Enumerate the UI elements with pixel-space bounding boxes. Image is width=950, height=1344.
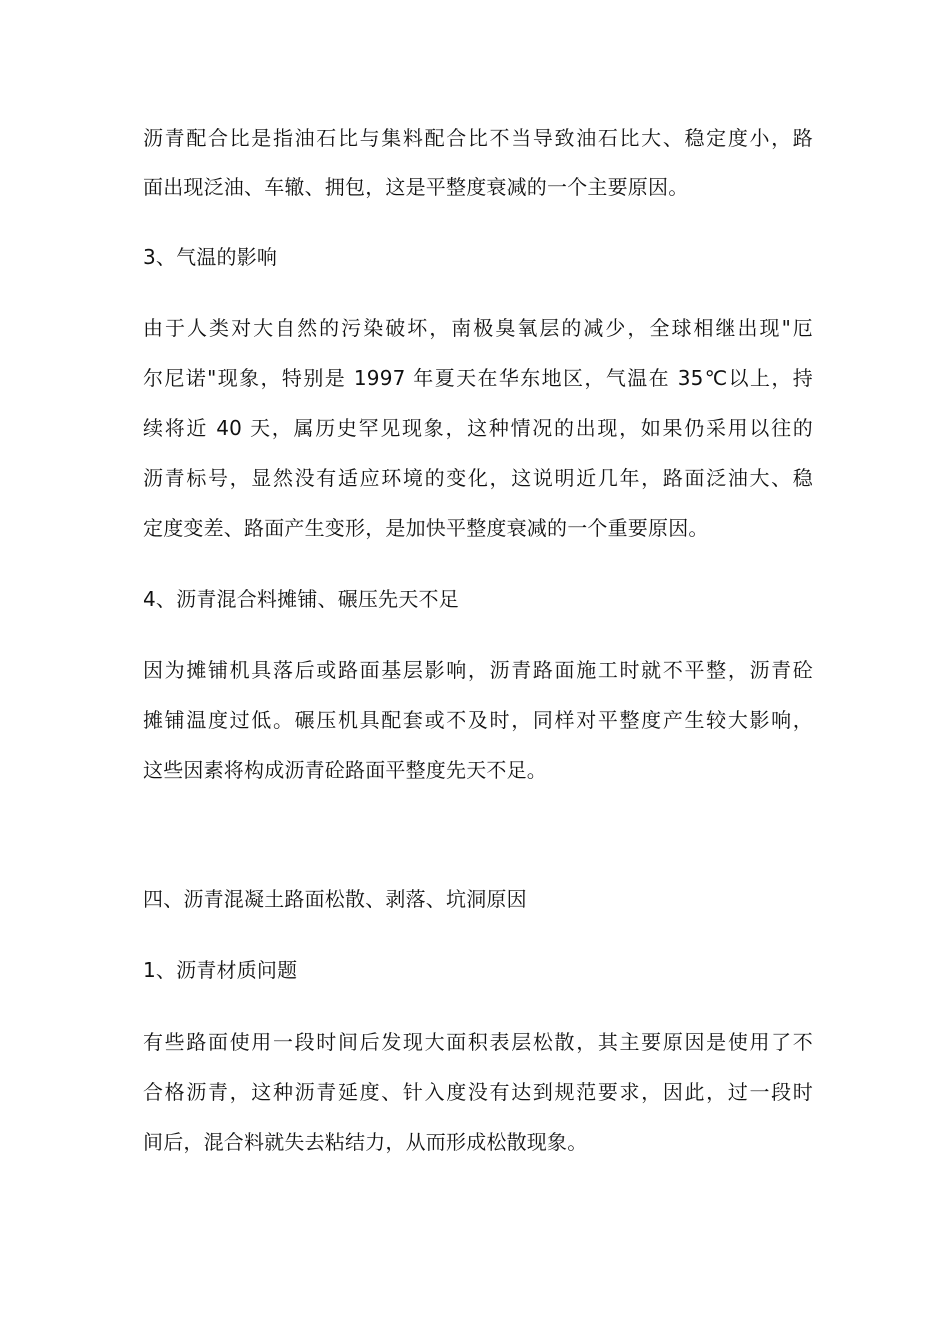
paragraph-line: 这些因素将构成沥青砼路面平整度先天不足。	[143, 758, 547, 782]
chapter-heading: 四、沥青混凝土路面松散、剥落、坑洞原因	[143, 887, 527, 911]
paragraph-line: 因为摊铺机具落后或路面基层影响，沥青路面施工时就不平整，沥青砼	[143, 658, 813, 682]
paragraph-line: 间后，混合料就失去粘结力，从而形成松散现象。	[143, 1130, 588, 1154]
paragraph-line: 定度变差、路面产生变形，是加快平整度衰减的一个重要原因。	[143, 516, 709, 540]
section-heading: 1、沥青材质问题	[143, 958, 298, 982]
section-heading: 4、沥青混合料摊铺、碾压先天不足	[143, 587, 459, 611]
paragraph-line: 摊铺温度过低。碾压机具配套或不及时，同样对平整度产生较大影响，	[143, 708, 813, 732]
paragraph-line: 续将近 40 天，属历史罕见现象，这种情况的出现，如果仍采用以往的	[143, 416, 813, 440]
paragraph-line: 沥青标号，显然没有适应环境的变化，这说明近几年，路面泛油大、稳	[143, 466, 813, 490]
paragraph-line: 由于人类对大自然的污染破坏，南极臭氧层的减少，全球相继出现"厄	[143, 316, 813, 340]
paragraph-line: 合格沥青，这种沥青延度、针入度没有达到规范要求，因此，过一段时	[143, 1080, 813, 1104]
paragraph-line: 沥青配合比是指油石比与集料配合比不当导致油石比大、稳定度小，路	[143, 126, 813, 150]
paragraph-line: 尔尼诺"现象，特别是 1997 年夏天在华东地区，气温在 35℃以上，持	[143, 366, 813, 390]
section-heading: 3、气温的影响	[143, 245, 278, 269]
paragraph-line: 面出现泛油、车辙、拥包，这是平整度衰减的一个主要原因。	[143, 175, 689, 199]
paragraph-line: 有些路面使用一段时间后发现大面积表层松散，其主要原因是使用了不	[143, 1030, 813, 1054]
